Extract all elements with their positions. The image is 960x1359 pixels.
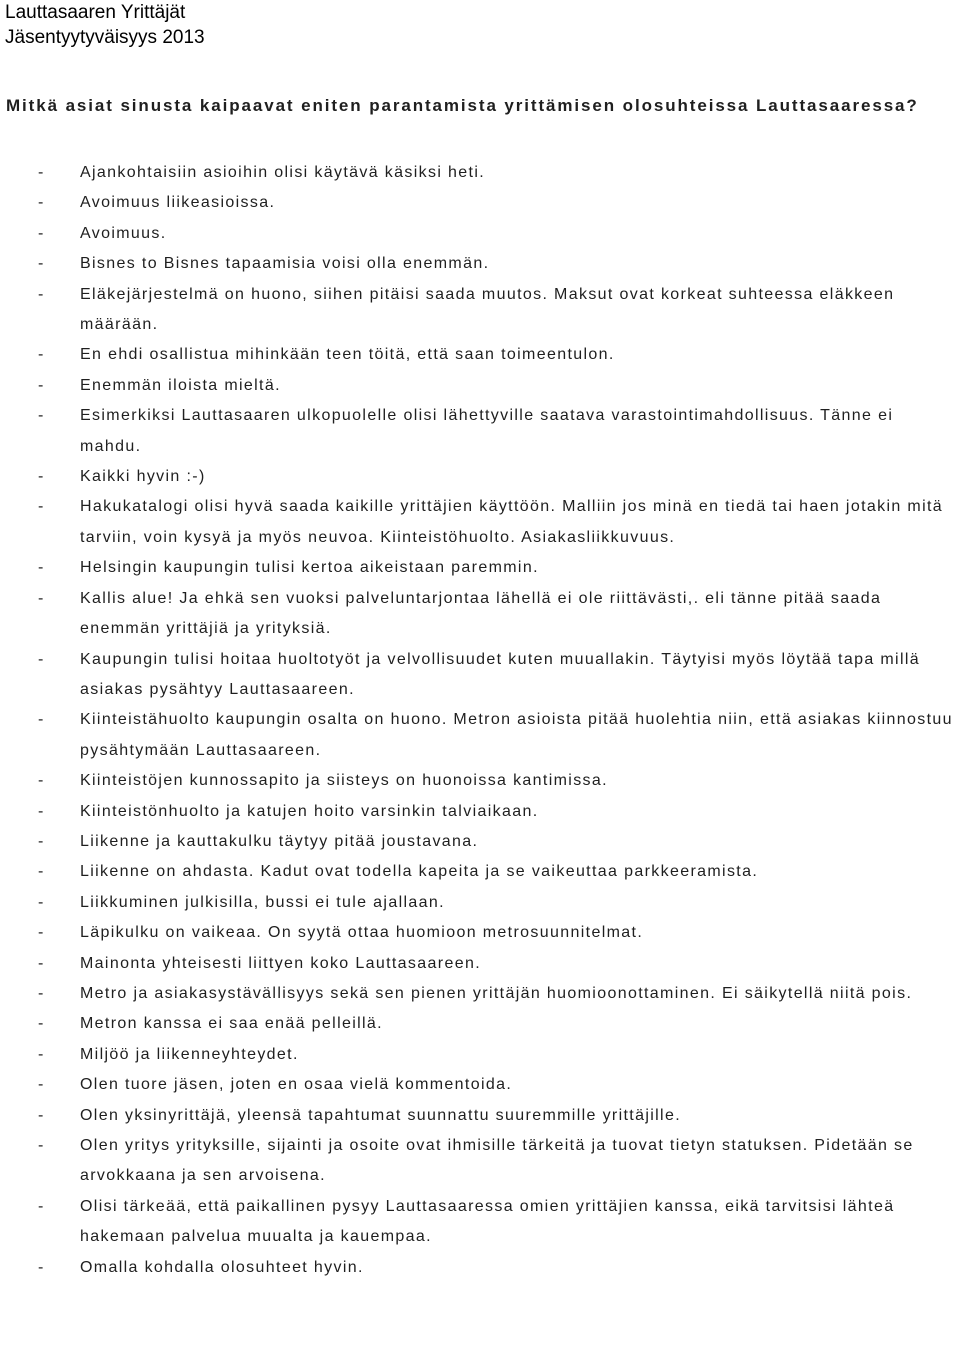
answer-text: Miljöö ja liikenneyhteydet. — [80, 1045, 299, 1063]
bullet-dash: - — [38, 498, 44, 516]
organization-name: Lauttasaaren Yrittäjät — [5, 2, 186, 23]
list-item — [0, 371, 960, 401]
list-item — [0, 280, 960, 341]
answer-text: Olen tuore jäsen, joten en osaa vielä kommentoida. — [80, 1076, 513, 1094]
answer-text: Liikenne on ahdasta. Kadut ovat todella kapeita ja se vaikeuttaa parkkeeramista. — [80, 863, 759, 881]
bullet-dash: - — [38, 224, 44, 242]
answer-text: Mainonta yhteisesti liittyen koko Lauttasaareen. — [80, 954, 481, 972]
bullet-dash: - — [38, 1197, 44, 1215]
answer-text: Liikenne ja kauttakulku täytyy pitää joustavana. — [80, 832, 479, 850]
answer-text: Avoimuus liikeasioissa. — [80, 194, 276, 212]
answer-text: Enemmän iloista mieltä. — [80, 376, 281, 394]
bullet-dash: - — [38, 407, 44, 425]
bullet-dash: - — [38, 589, 44, 607]
bullet-dash: - — [38, 984, 44, 1002]
bullet-dash: - — [38, 346, 44, 364]
list-item — [0, 1040, 960, 1070]
document-header — [5, 0, 205, 50]
list-item — [0, 1192, 960, 1253]
answer-text: Liikkuminen julkisilla, bussi ei tule ajallaan. — [80, 893, 445, 911]
list-item — [0, 1070, 960, 1100]
list-item — [0, 219, 960, 249]
answer-list — [0, 158, 960, 1283]
answer-text: Olen yritys yrityksille, sijainti ja osoite ovat ihmisille tärkeitä ja tuovat tietyn statuksen. Pidetään se arvokkaana ja sen arvoisena. — [80, 1137, 914, 1185]
bullet-dash: - — [38, 376, 44, 394]
bullet-dash: - — [38, 1015, 44, 1033]
list-item — [0, 705, 960, 766]
answer-text: Metron kanssa ei saa enää pelleillä. — [80, 1015, 383, 1033]
list-item — [0, 645, 960, 706]
answer-text: Eläkejärjestelmä on huono, siihen pitäisi saada muutos. Maksut ovat korkeat suhteessa eläkkeen määrään. — [80, 285, 895, 334]
list-item — [0, 401, 960, 462]
bullet-dash: - — [38, 832, 44, 850]
answer-text: Kallis alue! Ja ehkä sen vuoksi palveluntarjontaa lähellä ei ole riittävästi,. eli tänne pitää saada enemmän yrittäjiä ja yrityksiä. — [80, 589, 882, 638]
list-item — [0, 857, 960, 887]
list-item — [0, 188, 960, 218]
bullet-dash: - — [38, 559, 44, 577]
list-item — [0, 553, 960, 583]
answer-text: Olen yksinyrittäjä, yleensä tapahtumat suunnattu suuremmille yrittäjille. — [80, 1106, 682, 1124]
list-item — [0, 797, 960, 827]
bullet-dash: - — [38, 1137, 44, 1154]
bullet-dash: - — [38, 893, 44, 911]
bullet-dash: - — [38, 164, 44, 181]
list-item — [0, 249, 960, 279]
bullet-dash: - — [38, 711, 44, 729]
answer-text: Esimerkiksi Lauttasaaren ulkopuolelle olisi lähettyville saatava varastointimahdollisuus. Tänne ei mahdu. — [80, 407, 894, 455]
bullet-dash: - — [38, 802, 44, 820]
list-item — [0, 979, 960, 1009]
bullet-dash: - — [38, 954, 44, 972]
answer-text: Kiinteistönhuolto ja katujen hoito varsinkin talviaikaan. — [80, 802, 539, 820]
answer-text: Kaupungin tulisi hoitaa huoltotyöt ja velvollisuudet kuten muuallakin. Täytyisi myös löytää tapa millä asiakas pysähtyy Lauttasaareen. — [80, 650, 921, 698]
list-item — [0, 158, 960, 188]
answer-text: Läpikulku on vaikeaa. On syytä ottaa huomioon metrosuunnitelmat. — [80, 924, 644, 942]
list-item — [0, 918, 960, 948]
answer-text: Metro ja asiakasystävällisyys sekä sen pienen yrittäjän huomioonottaminen. Ei säikytellä niitä pois. — [80, 984, 913, 1002]
list-item — [0, 766, 960, 796]
bullet-dash: - — [38, 468, 44, 486]
survey-question: Mitkä asiat sinusta kaipaavat eniten parantamista yrittämisen olosuhteissa Lauttasaaressa? — [6, 96, 919, 115]
bullet-dash: - — [38, 255, 44, 273]
answer-text: Ajankohtaisiin asioihin olisi käytävä käsiksi heti. — [80, 164, 486, 181]
list-item — [0, 1101, 960, 1131]
bullet-dash: - — [38, 1106, 44, 1124]
bullet-dash: - — [38, 1045, 44, 1063]
answer-text: Kiinteistöjen kunnossapito ja siisteys on huonoissa kantimissa. — [80, 772, 608, 790]
bullet-dash: - — [38, 285, 44, 303]
answer-text: Hakukatalogi olisi hyvä saada kaikille yrittäjien käyttöön. Malliin jos minä en tiedä tai haen jotakin mitä tarviin, voin kysyä ja myös neuvoa. Kiinteistöhuolto. Asiakasliikkuvuus. — [80, 498, 944, 546]
list-item — [0, 462, 960, 492]
list-item — [0, 949, 960, 979]
answer-text: Bisnes to Bisnes tapaamisia voisi olla enemmän. — [80, 255, 490, 273]
answer-text: En ehdi osallistua mihinkään teen töitä, että saan toimeentulon. — [80, 346, 615, 364]
answer-text: Avoimuus. — [80, 224, 167, 242]
answer-text: Helsingin kaupungin tulisi kertoa aikeistaan paremmin. — [80, 559, 539, 577]
answer-text: Olisi tärkeää, että paikallinen pysyy Lauttasaaressa omien yrittäjien kanssa, eikä tarvitsisi lähteä hakemaan palvelua muualta ja kauempaa. — [80, 1197, 895, 1246]
bullet-dash: - — [38, 772, 44, 790]
list-item — [0, 1131, 960, 1192]
bullet-dash: - — [38, 1258, 44, 1276]
bullet-dash: - — [38, 863, 44, 881]
answer-text: Omalla kohdalla olosuhteet hyvin. — [80, 1258, 364, 1276]
answer-text: Kiinteistähuolto kaupungin osalta on huono. Metron asioista pitää huolehtia niin, että asiakas kiinnostuu pysähtymään Lauttasaareen. — [80, 711, 953, 759]
bullet-dash: - — [38, 650, 44, 668]
list-item — [0, 888, 960, 918]
list-item — [0, 1009, 960, 1039]
answer-text: Kaikki hyvin :-) — [80, 468, 206, 486]
list-item — [0, 584, 960, 645]
bullet-dash: - — [38, 924, 44, 942]
survey-title: Jäsentyytyväisyys 2013 — [5, 27, 205, 48]
list-item — [0, 492, 960, 553]
bullet-dash: - — [38, 1076, 44, 1094]
bullet-dash: - — [38, 194, 44, 212]
list-item — [0, 827, 960, 857]
list-item — [0, 340, 960, 370]
list-item — [0, 1253, 960, 1283]
